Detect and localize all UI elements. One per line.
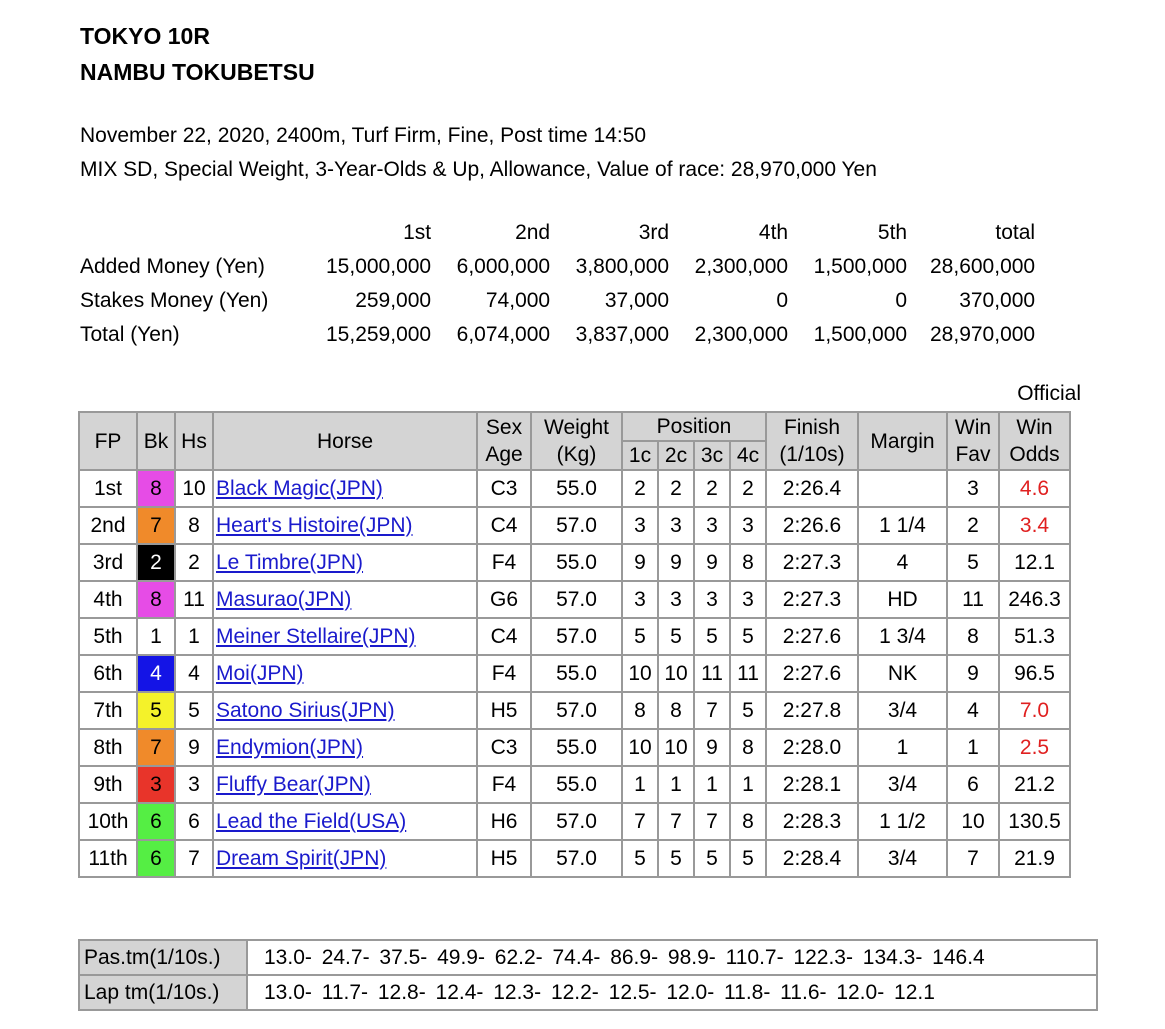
col-header-position: Position [622,412,766,441]
finish-time-cell: 2:28.0 [766,729,858,766]
corner-4-cell: 3 [730,581,766,618]
prize-row-label: Total (Yen) [80,323,180,346]
prize-value-cell: 28,600,000 [930,255,1036,278]
win-odds-cell: 7.0 [999,692,1070,729]
win-favorite-cell: 10 [947,803,999,840]
finish-unit-label: (1/10s) [779,443,845,466]
prize-row-label: Stakes Money (Yen) [80,289,269,312]
prize-header-cell: 4th [758,221,789,244]
finish-label: Finish [783,416,841,439]
weight-cell: 57.0 [531,618,622,655]
margin-cell: 3/4 [858,840,947,877]
corner-4-cell: 5 [730,840,766,877]
prize-value-cell: 0 [895,289,908,312]
lap-time-values: 13.0- 11.7- 12.8- 12.4- 12.3- 12.2- 12.5- 12.0- 11.8- 11.6- 12.0- 12.1 [247,975,1097,1010]
margin-cell: 1 1/2 [858,803,947,840]
finish-time-cell: 2:26.4 [766,470,858,507]
prize-value-cell: 1,500,000 [813,323,908,346]
corner-2-cell: 9 [658,544,694,581]
col-header-win-fav [947,412,999,470]
horse-number-cell: 8 [175,507,213,544]
corner-3-cell: 9 [694,544,730,581]
weight-label: Weight [544,416,609,439]
horse-link[interactable]: Fluffy Bear(JPN) [216,772,371,796]
finish-position-cell: 4th [79,581,137,618]
win-favorite-cell: 5 [947,544,999,581]
win-favorite-cell: 4 [947,692,999,729]
prize-value-cell: 6,074,000 [456,323,551,346]
horse-name-cell[interactable] [213,655,477,692]
corner-4-cell: 8 [730,803,766,840]
col-header-hs: Hs [175,412,213,470]
horse-link[interactable]: Satono Sirius(JPN) [216,698,395,722]
result-row [79,655,1070,692]
result-row [79,766,1070,803]
horse-name-cell[interactable] [213,618,477,655]
horse-number-cell: 11 [175,581,213,618]
prize-value-cell: 37,000 [604,289,670,312]
weight-cell: 57.0 [531,507,622,544]
corner-2-cell: 5 [658,840,694,877]
horse-number-cell: 4 [175,655,213,692]
horse-name-cell[interactable] [213,803,477,840]
win-odds-cell: 21.2 [999,766,1070,803]
horse-name-cell[interactable] [213,840,477,877]
prize-value-cell: 0 [776,289,789,312]
prize-value-cell: 2,300,000 [694,255,789,278]
horse-link[interactable]: Black Magic(JPN) [216,476,383,500]
finish-position-cell: 10th [79,803,137,840]
win-odds-cell: 130.5 [999,803,1070,840]
prize-value-cell: 3,837,000 [575,323,670,346]
margin-cell [858,470,947,507]
result-row [79,470,1070,507]
horse-number-cell: 5 [175,692,213,729]
corner-2-cell: 1 [658,766,694,803]
horse-link[interactable]: Endymion(JPN) [216,735,364,759]
passing-time-label: Pas.tm(1/10s.) [79,940,247,975]
bracket-cell: 4 [137,655,175,692]
finish-time-cell: 2:28.1 [766,766,858,803]
finish-position-cell: 8th [79,729,137,766]
win-favorite-cell: 11 [947,581,999,618]
sex-label: Sex [485,416,523,439]
col-header-bk: Bk [137,412,175,470]
bracket-cell: 7 [137,507,175,544]
result-row [79,840,1070,877]
finish-time-cell: 2:28.3 [766,803,858,840]
sex-age-cell: H5 [477,692,531,729]
corner-1-cell: 10 [622,729,658,766]
win-favorite-cell: 1 [947,729,999,766]
horse-name-cell[interactable] [213,581,477,618]
win-odds-cell: 21.9 [999,840,1070,877]
corner-2-cell: 3 [658,507,694,544]
weight-cell: 55.0 [531,729,622,766]
prize-row-label: Added Money (Yen) [80,255,265,278]
finish-position-cell: 6th [79,655,137,692]
win-favorite-cell: 9 [947,655,999,692]
sex-age-cell: F4 [477,766,531,803]
weight-cell: 55.0 [531,655,622,692]
race-title: TOKYO 10R [80,23,210,49]
prize-header-cell: 1st [403,221,432,244]
col-header-3c: 3c [694,441,730,470]
col-header-1c: 1c [622,441,658,470]
horse-name-cell[interactable] [213,766,477,803]
win-odds-cell: 12.1 [999,544,1070,581]
finish-time-cell: 2:27.3 [766,544,858,581]
result-row [79,803,1070,840]
result-row [79,581,1070,618]
col-header-2c: 2c [658,441,694,470]
bracket-cell: 7 [137,729,175,766]
weight-cell: 57.0 [531,581,622,618]
weight-cell: 57.0 [531,692,622,729]
bracket-cell: 8 [137,581,175,618]
finish-time-cell: 2:27.8 [766,692,858,729]
horse-link[interactable]: Dream Spirit(JPN) [216,846,387,870]
corner-4-cell: 5 [730,618,766,655]
weight-unit-label: (Kg) [556,443,597,466]
col-header-win-odds [999,412,1070,470]
finish-position-cell: 11th [79,840,137,877]
corner-1-cell: 5 [622,618,658,655]
horse-link[interactable]: Masurao(JPN) [216,587,352,611]
win-favorite-cell: 8 [947,618,999,655]
finish-time-cell: 2:27.3 [766,581,858,618]
results-table [78,411,1071,878]
lap-time-row [79,975,1097,1010]
result-row [79,692,1070,729]
win-odds-cell: 51.3 [999,618,1070,655]
passing-time-values: 13.0- 24.7- 37.5- 49.9- 62.2- 74.4- 86.9- 98.9- 110.7- 122.3- 134.3- 146.4 [247,940,1097,975]
col-header-finish [766,412,858,470]
corner-4-cell: 3 [730,507,766,544]
prize-money-row [72,318,1043,352]
margin-cell: HD [858,581,947,618]
sex-age-cell: F4 [477,655,531,692]
margin-cell: NK [858,655,947,692]
race-class-line: MIX SD, Special Weight, 3-Year-Olds & Up, Allowance, Value of race: 28,970,000 Yen [80,158,877,181]
prize-value-cell: 2,300,000 [694,323,789,346]
corner-1-cell: 3 [622,507,658,544]
prize-money-corner [72,216,318,250]
sex-age-cell: C3 [477,729,531,766]
margin-cell: 3/4 [858,766,947,803]
sex-age-cell: H5 [477,840,531,877]
horse-link[interactable]: Lead the Field(USA) [216,809,407,833]
corner-3-cell: 1 [694,766,730,803]
prize-value-cell: 259,000 [355,289,432,312]
finish-position-cell: 2nd [79,507,137,544]
prize-value-cell: 1,500,000 [813,255,908,278]
corner-1-cell: 1 [622,766,658,803]
prize-value-cell: 15,000,000 [326,255,432,278]
results-header-row [79,412,1070,441]
col-header-4c: 4c [730,441,766,470]
race-conditions-line: November 22, 2020, 2400m, Turf Firm, Fine, Post time 14:50 [80,124,647,147]
lap-time-label: Lap tm(1/10s.) [79,975,247,1010]
corner-2-cell: 5 [658,618,694,655]
prize-money-header-row [72,216,1043,250]
race-name: NAMBU TOKUBETSU [80,59,315,85]
weight-cell: 55.0 [531,544,622,581]
prize-money-row [72,284,1043,318]
margin-cell: 1 1/4 [858,507,947,544]
corner-4-cell: 1 [730,766,766,803]
horse-name-cell[interactable] [213,470,477,507]
prize-value-cell: 370,000 [959,289,1036,312]
finish-position-cell: 5th [79,618,137,655]
corner-2-cell: 10 [658,729,694,766]
weight-cell: 55.0 [531,766,622,803]
prize-value-cell: 28,970,000 [930,323,1036,346]
prize-money-row [72,250,1043,284]
win-favorite-cell: 6 [947,766,999,803]
prize-money-table [72,216,1043,352]
bracket-cell: 6 [137,803,175,840]
fav-label: Fav [955,443,991,466]
horse-name-cell[interactable] [213,544,477,581]
win-odds-cell: 246.3 [999,581,1070,618]
corner-3-cell: 5 [694,840,730,877]
horse-number-cell: 9 [175,729,213,766]
corner-1-cell: 5 [622,840,658,877]
finish-position-cell: 3rd [79,544,137,581]
win-odds-cell: 3.4 [999,507,1070,544]
col-header-weight [531,412,622,470]
prize-value-cell: 15,259,000 [326,323,432,346]
corner-2-cell: 7 [658,803,694,840]
margin-cell: 1 [858,729,947,766]
win-label: Win [1016,416,1053,439]
horse-number-cell: 6 [175,803,213,840]
horse-name-cell[interactable] [213,692,477,729]
finish-time-cell: 2:28.4 [766,840,858,877]
corner-3-cell: 11 [694,655,730,692]
corner-3-cell: 7 [694,692,730,729]
bracket-cell: 6 [137,840,175,877]
horse-number-cell: 3 [175,766,213,803]
horse-number-cell: 1 [175,618,213,655]
horse-link[interactable]: Heart's Histoire(JPN) [216,513,413,537]
finish-time-cell: 2:27.6 [766,618,858,655]
horse-name-cell[interactable] [213,507,477,544]
corner-2-cell: 8 [658,692,694,729]
corner-4-cell: 2 [730,470,766,507]
corner-1-cell: 3 [622,581,658,618]
margin-cell: 3/4 [858,692,947,729]
col-header-margin: Margin [858,412,947,470]
official-label: Official [1017,382,1081,405]
prize-value-cell: 74,000 [485,289,551,312]
odds-label: Odds [1009,443,1060,466]
win-odds-cell: 96.5 [999,655,1070,692]
corner-1-cell: 7 [622,803,658,840]
weight-cell: 57.0 [531,840,622,877]
corner-3-cell: 9 [694,729,730,766]
corner-3-cell: 7 [694,803,730,840]
finish-position-cell: 7th [79,692,137,729]
corner-1-cell: 8 [622,692,658,729]
result-row [79,729,1070,766]
corner-4-cell: 8 [730,729,766,766]
weight-cell: 57.0 [531,803,622,840]
corner-4-cell: 5 [730,692,766,729]
horse-link[interactable]: Meiner Stellaire(JPN) [216,624,416,648]
win-favorite-cell: 7 [947,840,999,877]
bracket-cell: 8 [137,470,175,507]
corner-3-cell: 3 [694,581,730,618]
finish-time-cell: 2:26.6 [766,507,858,544]
finish-time-cell: 2:27.6 [766,655,858,692]
win-odds-cell: 2.5 [999,729,1070,766]
col-header-fp: FP [79,412,137,470]
corner-3-cell: 2 [694,470,730,507]
sex-age-cell: F4 [477,544,531,581]
col-header-horse: Horse [213,412,477,470]
horse-number-cell: 2 [175,544,213,581]
corner-3-cell: 5 [694,618,730,655]
corner-2-cell: 10 [658,655,694,692]
passing-time-row [79,940,1097,975]
result-row [79,507,1070,544]
win-odds-cell: 4.6 [999,470,1070,507]
margin-cell: 1 3/4 [858,618,947,655]
bracket-cell: 5 [137,692,175,729]
win-favorite-cell: 2 [947,507,999,544]
age-label: Age [485,443,523,466]
horse-link[interactable]: Le Timbre(JPN) [216,550,364,574]
prize-value-cell: 3,800,000 [575,255,670,278]
finish-position-cell: 9th [79,766,137,803]
horse-name-cell[interactable] [213,729,477,766]
sex-age-cell: H6 [477,803,531,840]
bracket-cell: 2 [137,544,175,581]
sex-age-cell: C3 [477,470,531,507]
horse-link[interactable]: Moi(JPN) [216,661,304,685]
times-table [78,939,1098,1011]
corner-4-cell: 8 [730,544,766,581]
sex-age-cell: C4 [477,507,531,544]
sex-age-cell: G6 [477,581,531,618]
prize-header-cell: 5th [877,221,908,244]
prize-header-cell: total [995,221,1036,244]
horse-number-cell: 7 [175,840,213,877]
win-favorite-cell: 3 [947,470,999,507]
bracket-cell: 3 [137,766,175,803]
corner-1-cell: 2 [622,470,658,507]
corner-1-cell: 10 [622,655,658,692]
sex-age-cell: C4 [477,618,531,655]
result-row [79,544,1070,581]
finish-position-cell: 1st [79,470,137,507]
prize-header-cell: 3rd [638,221,670,244]
bracket-cell: 1 [137,618,175,655]
prize-header-cell: 2nd [515,221,551,244]
prize-value-cell: 6,000,000 [456,255,551,278]
margin-cell: 4 [858,544,947,581]
corner-2-cell: 2 [658,470,694,507]
horse-number-cell: 10 [175,470,213,507]
corner-4-cell: 11 [730,655,766,692]
weight-cell: 55.0 [531,470,622,507]
corner-3-cell: 3 [694,507,730,544]
corner-2-cell: 3 [658,581,694,618]
result-row [79,618,1070,655]
corner-1-cell: 9 [622,544,658,581]
win-label: Win [954,416,992,439]
col-header-sex-age [477,412,531,470]
